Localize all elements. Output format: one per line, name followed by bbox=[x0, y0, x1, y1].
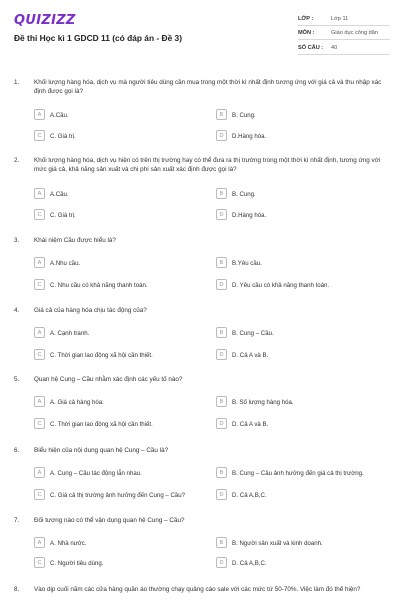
option-text: D. Yêu cầu có khả năng thanh toán. bbox=[232, 281, 330, 289]
option-text: C. Người tiêu dùng. bbox=[50, 559, 104, 567]
meta-subject-value: Giáo dục công dân bbox=[331, 30, 378, 36]
option-letter-box: B bbox=[216, 188, 227, 199]
option-letter-box: A bbox=[34, 109, 45, 120]
meta-subject-key: MÔN : bbox=[298, 30, 315, 36]
option-text: B. Người sản xuất và kinh doanh. bbox=[232, 539, 323, 547]
question-number: 6. bbox=[14, 447, 20, 454]
meta-class-key: LỚP : bbox=[298, 16, 314, 22]
question-number: 8. bbox=[14, 586, 20, 593]
option-letter-box: C bbox=[34, 418, 45, 429]
option-text: B. Cung. bbox=[232, 190, 256, 198]
option-text: A.Nhu cầu. bbox=[50, 259, 81, 267]
option-letter-box: A bbox=[34, 188, 45, 199]
option-letter-box: C bbox=[34, 349, 45, 360]
option-text: D. Cả A,B,C. bbox=[232, 559, 267, 567]
option-text: C. Giá cả thị trường ảnh hưởng đến Cung – Cầu? bbox=[50, 491, 186, 499]
option-text: C. Giá trị. bbox=[50, 132, 76, 140]
option-text: B. Số lượng hàng hóa. bbox=[232, 398, 294, 406]
option-letter-box: D bbox=[216, 209, 227, 220]
question-text: Khối lượng hàng hóa, dịch vụ hiện có trên thị trường hay có thể đưa ra thị trường trong một thời kì nhất định, tương ứng với mức giá cả, khả năng sản xuất và chi phí sản xuất xác định được gọi là? bbox=[34, 157, 381, 173]
option-letter-box: C bbox=[34, 130, 45, 141]
option-text: D.Hàng hóa. bbox=[232, 132, 267, 140]
quizizz-logo: QUIZIZZ bbox=[14, 13, 76, 28]
option-letter-box: C bbox=[34, 489, 45, 500]
option-letter-box: B bbox=[216, 327, 227, 338]
option-letter-box: D bbox=[216, 557, 227, 568]
option-letter-box: D bbox=[216, 349, 227, 360]
question-text: Khối lượng hàng hóa, dịch vụ mà người tiêu dùng cần mua trong một thời kì nhất định tương ứng với giá cả và thu nhập xác định được gọi là? bbox=[34, 79, 382, 95]
question-number: 1. bbox=[14, 79, 20, 86]
option-letter-box: D bbox=[216, 489, 227, 500]
question-number: 2. bbox=[14, 157, 20, 164]
option-text: A.Cầu. bbox=[50, 111, 69, 119]
option-text: A.Cầu. bbox=[50, 190, 69, 198]
option-letter-box: A bbox=[34, 327, 45, 338]
worksheet-header bbox=[0, 0, 400, 62]
option-text: B. Cung – Cầu. bbox=[232, 329, 274, 337]
option-text: D.Hàng hóa. bbox=[232, 211, 267, 219]
question-text: Giá cả của hàng hóa chịu tác động của? bbox=[34, 307, 147, 314]
option-text: C. Nhu cầu có khả năng thanh toán. bbox=[50, 281, 148, 289]
question-number: 3. bbox=[14, 237, 20, 244]
option-letter-box: C bbox=[34, 279, 45, 290]
option-text: C. Giá trị. bbox=[50, 211, 76, 219]
meta-class-value: Lớp 11 bbox=[331, 16, 349, 22]
option-letter-box: A bbox=[34, 396, 45, 407]
question-text: Khái niệm Cầu được hiểu là? bbox=[34, 237, 116, 244]
option-letter-box: B bbox=[216, 467, 227, 478]
option-text: B. Cung. bbox=[232, 111, 256, 119]
option-letter-box: D bbox=[216, 418, 227, 429]
option-text: C. Thời gian lao động xã hội cần thiết. bbox=[50, 420, 153, 428]
option-letter-box: B bbox=[216, 396, 227, 407]
option-text: B.Yêu cầu. bbox=[232, 259, 262, 267]
question-text: Quan hệ Cung – Cầu nhằm xác định các yếu tố nào? bbox=[34, 376, 183, 383]
option-text: A. Cung – Cầu tác động lẫn nhau. bbox=[50, 469, 142, 477]
option-letter-box: A bbox=[34, 537, 45, 548]
meta-count-key: SỐ CÂU : bbox=[298, 45, 324, 51]
option-text: D. Cả A,B,C. bbox=[232, 491, 267, 499]
option-text: C. Thời gian lao động xã hội cần thiết. bbox=[50, 351, 153, 359]
question-text: Đối tượng nào có thể vận dụng quan hệ Cung – Cầu? bbox=[34, 517, 185, 524]
meta-count-value: 40 bbox=[331, 45, 338, 51]
option-letter-box: A bbox=[34, 257, 45, 268]
question-text: Biểu hiện của nội dung quan hệ Cung – Cầu là? bbox=[34, 447, 169, 454]
option-letter-box: A bbox=[34, 467, 45, 478]
option-text: B. Cung – Cầu ảnh hưởng đến giá cả thị trường. bbox=[232, 469, 364, 477]
option-letter-box: C bbox=[34, 209, 45, 220]
option-letter-box: C bbox=[34, 557, 45, 568]
option-letter-box: D bbox=[216, 130, 227, 141]
option-text: A. Giá cả hàng hóa. bbox=[50, 398, 104, 406]
option-letter-box: B bbox=[216, 257, 227, 268]
question-number: 7. bbox=[14, 517, 20, 524]
option-text: D. Cả A và B. bbox=[232, 420, 269, 428]
option-letter-box: D bbox=[216, 279, 227, 290]
option-letter-box: B bbox=[216, 109, 227, 120]
document-title: Đề thi Học kì 1 GDCD 11 (có đáp án - Đề 3) bbox=[14, 33, 183, 43]
question-number: 4. bbox=[14, 307, 20, 314]
option-letter-box: B bbox=[216, 537, 227, 548]
question-text: Vào dịp cuối năm các cửa hàng quần áo thường chạy quảng cáo sale với các mức từ 50-70%. Việc làm đó thể hiện? bbox=[34, 586, 361, 593]
option-text: D. Cả A và B. bbox=[232, 351, 269, 359]
option-text: A. Cạnh tranh. bbox=[50, 329, 90, 337]
option-text: A. Nhà nước. bbox=[50, 539, 87, 547]
question-number: 5. bbox=[14, 376, 20, 383]
